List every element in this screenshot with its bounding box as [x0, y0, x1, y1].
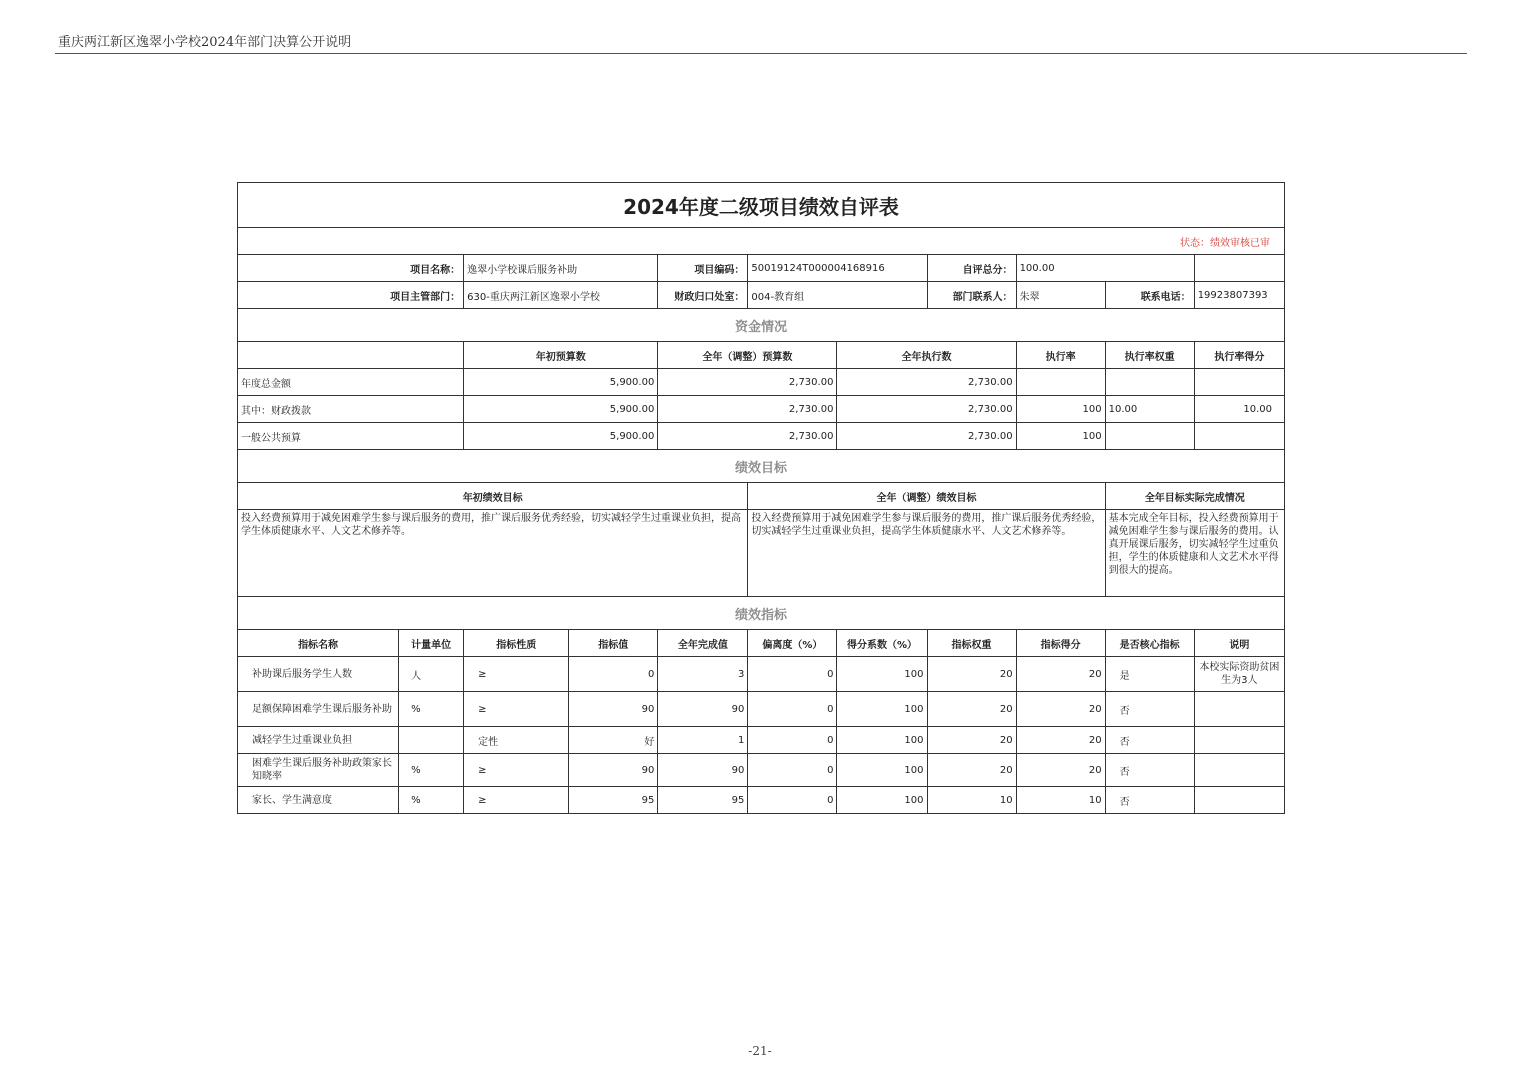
ind-deviation: 0 — [748, 692, 837, 727]
goals-header-adjusted: 全年（调整）绩效目标 — [748, 483, 1105, 510]
funds-header-score: 执行率得分 — [1194, 342, 1284, 369]
funds-row-executed: 2,730.00 — [837, 369, 1016, 396]
funds-header-blank — [238, 342, 464, 369]
ind-target: 好 — [569, 727, 658, 754]
goal-actual-text: 基本完成全年目标，投入经费预算用于减免困难学生参与课后服务的费用。认真开展课后服务，切实减轻学生过重负担，学生的体质健康和人文艺术水平得到很大的提高。 — [1105, 510, 1284, 597]
ind-weight: 10 — [927, 787, 1016, 814]
indicator-row — [238, 787, 1285, 814]
ind-unit: 人 — [399, 657, 464, 692]
ind-deviation: 0 — [748, 657, 837, 692]
funds-row-rate: 100 — [1016, 396, 1105, 423]
ind-header-core: 是否核心指标 — [1105, 630, 1194, 657]
ind-core: 是 — [1105, 657, 1194, 692]
ind-note — [1194, 787, 1284, 814]
ind-note — [1194, 727, 1284, 754]
dept-value: 630-重庆两江新区逸翠小学校 — [464, 282, 658, 309]
ind-done: 95 — [658, 787, 748, 814]
ind-header-target: 指标值 — [569, 630, 658, 657]
ind-name: 补助课后服务学生人数 — [238, 657, 399, 692]
funds-row-initial: 5,900.00 — [464, 396, 658, 423]
ind-header-name: 指标名称 — [238, 630, 399, 657]
ind-header-note: 说明 — [1194, 630, 1284, 657]
ind-header-deviation: 偏离度（%） — [748, 630, 837, 657]
ind-core: 否 — [1105, 754, 1194, 787]
info-row-1 — [238, 255, 1285, 282]
ind-name: 减轻学生过重课业负担 — [238, 727, 399, 754]
phone-label: 联系电话： — [1105, 282, 1194, 309]
funds-header-rate: 执行率 — [1016, 342, 1105, 369]
funds-row-name: 其中：财政拨款 — [238, 396, 464, 423]
ind-score: 20 — [1016, 727, 1105, 754]
ind-header-coef: 得分系数（%） — [837, 630, 927, 657]
funds-row-score — [1194, 369, 1284, 396]
ind-done: 3 — [658, 657, 748, 692]
ind-score: 10 — [1016, 787, 1105, 814]
ind-header-unit: 计量单位 — [399, 630, 464, 657]
goals-content-row — [238, 510, 1285, 597]
ind-coef: 100 — [837, 754, 927, 787]
ind-header-weight: 指标权重 — [927, 630, 1016, 657]
ind-core: 否 — [1105, 727, 1194, 754]
funds-header-executed: 全年执行数 — [837, 342, 1016, 369]
score-label: 自评总分： — [927, 255, 1016, 282]
ind-deviation: 0 — [748, 754, 837, 787]
goals-header-row — [238, 483, 1285, 510]
ind-coef: 100 — [837, 727, 927, 754]
ind-header-done: 全年完成值 — [658, 630, 748, 657]
ind-unit — [399, 727, 464, 754]
ind-weight: 20 — [927, 657, 1016, 692]
status-label: 状态：绩效审核已审 — [238, 228, 1285, 255]
performance-evaluation-table — [237, 182, 1285, 814]
ind-nature: 定性 — [464, 727, 569, 754]
funds-row — [238, 423, 1285, 450]
ind-nature: ≥ — [464, 754, 569, 787]
ind-nature: ≥ — [464, 787, 569, 814]
ind-note — [1194, 754, 1284, 787]
project-name-value: 逸翠小学校课后服务补助 — [464, 255, 658, 282]
ind-score: 20 — [1016, 692, 1105, 727]
funds-row-name: 一般公共预算 — [238, 423, 464, 450]
goals-section-title: 绩效目标 — [238, 450, 1285, 483]
ind-score: 20 — [1016, 754, 1105, 787]
funds-header-row — [238, 342, 1285, 369]
ind-nature: ≥ — [464, 657, 569, 692]
funds-header-weight: 执行率权重 — [1105, 342, 1194, 369]
ind-name: 足额保障困难学生课后服务补助 — [238, 692, 399, 727]
funds-row-weight — [1105, 423, 1194, 450]
funds-row-rate: 100 — [1016, 423, 1105, 450]
funds-row-executed: 2,730.00 — [837, 423, 1016, 450]
goal-adjusted-text: 投入经费预算用于减免困难学生参与课后服务的费用，推广课后服务优秀经验，切实减轻学生过重课业负担，提高学生体质健康水平、人文艺术修养等。 — [748, 510, 1105, 597]
ind-done: 90 — [658, 692, 748, 727]
funds-row — [238, 369, 1285, 396]
funds-row-adjusted: 2,730.00 — [658, 423, 837, 450]
ind-target: 90 — [569, 692, 658, 727]
indicator-row — [238, 657, 1285, 692]
ind-deviation: 0 — [748, 727, 837, 754]
funds-row-score — [1194, 423, 1284, 450]
page-number: -21- — [748, 1044, 772, 1058]
ind-done: 90 — [658, 754, 748, 787]
ind-weight: 20 — [927, 692, 1016, 727]
ind-done: 1 — [658, 727, 748, 754]
indicator-row — [238, 754, 1285, 787]
ind-name: 家长、学生满意度 — [238, 787, 399, 814]
indicators-section-title: 绩效指标 — [238, 597, 1285, 630]
funds-header-adjusted: 全年（调整）预算数 — [658, 342, 837, 369]
ind-deviation: 0 — [748, 787, 837, 814]
funds-section-title: 资金情况 — [238, 309, 1285, 342]
ind-coef: 100 — [837, 657, 927, 692]
ind-target: 90 — [569, 754, 658, 787]
ind-coef: 100 — [837, 787, 927, 814]
goals-header-initial: 年初绩效目标 — [238, 483, 748, 510]
indicator-row — [238, 727, 1285, 754]
funds-row-adjusted: 2,730.00 — [658, 369, 837, 396]
page-header: 重庆两江新区逸翠小学校2024年部门决算公开说明 — [58, 35, 352, 50]
ind-core: 否 — [1105, 787, 1194, 814]
ind-coef: 100 — [837, 692, 927, 727]
funds-row-initial: 5,900.00 — [464, 369, 658, 396]
header-rule — [55, 53, 1467, 54]
ind-weight: 20 — [927, 727, 1016, 754]
form-title: 2024年度二级项目绩效自评表 — [238, 183, 1285, 228]
ind-header-nature: 指标性质 — [464, 630, 569, 657]
contact-label: 部门联系人： — [927, 282, 1016, 309]
info-row-2 — [238, 282, 1285, 309]
ind-target: 95 — [569, 787, 658, 814]
goal-initial-text: 投入经费预算用于减免困难学生参与课后服务的费用，推广课后服务优秀经验，切实减轻学生过重课业负担，提高学生体质健康水平、人文艺术修养等。 — [238, 510, 748, 597]
ind-note: 本校实际资助贫困生为3人 — [1194, 657, 1284, 692]
ind-unit: % — [399, 754, 464, 787]
funds-header-initial: 年初预算数 — [464, 342, 658, 369]
indicator-row — [238, 692, 1285, 727]
ind-nature: ≥ — [464, 692, 569, 727]
goals-header-actual: 全年目标实际完成情况 — [1105, 483, 1284, 510]
project-name-label: 项目名称： — [238, 255, 464, 282]
funds-row — [238, 396, 1285, 423]
funds-row-rate — [1016, 369, 1105, 396]
contact-value: 朱翠 — [1016, 282, 1105, 309]
ind-unit: % — [399, 692, 464, 727]
score-value: 100.00 — [1016, 255, 1194, 282]
empty-cell — [1194, 255, 1284, 282]
funds-row-weight: 10.00 — [1105, 396, 1194, 423]
finance-label: 财政归口处室： — [658, 282, 748, 309]
ind-weight: 20 — [927, 754, 1016, 787]
ind-header-score: 指标得分 — [1016, 630, 1105, 657]
funds-row-initial: 5,900.00 — [464, 423, 658, 450]
ind-core: 否 — [1105, 692, 1194, 727]
ind-unit: % — [399, 787, 464, 814]
dept-label: 项目主管部门： — [238, 282, 464, 309]
project-code-label: 项目编码： — [658, 255, 748, 282]
funds-row-executed: 2,730.00 — [837, 396, 1016, 423]
ind-name: 困难学生课后服务补助政策家长知晓率 — [238, 754, 399, 787]
funds-row-score: 10.00 — [1194, 396, 1284, 423]
ind-note — [1194, 692, 1284, 727]
phone-value: 19923807393 — [1194, 282, 1284, 309]
project-code-value: 50019124T000004168916 — [748, 255, 927, 282]
funds-row-name: 年度总金额 — [238, 369, 464, 396]
ind-score: 20 — [1016, 657, 1105, 692]
funds-row-weight — [1105, 369, 1194, 396]
indicators-header-row — [238, 630, 1285, 657]
finance-value: 004-教育组 — [748, 282, 927, 309]
funds-row-adjusted: 2,730.00 — [658, 396, 837, 423]
ind-target: 0 — [569, 657, 658, 692]
